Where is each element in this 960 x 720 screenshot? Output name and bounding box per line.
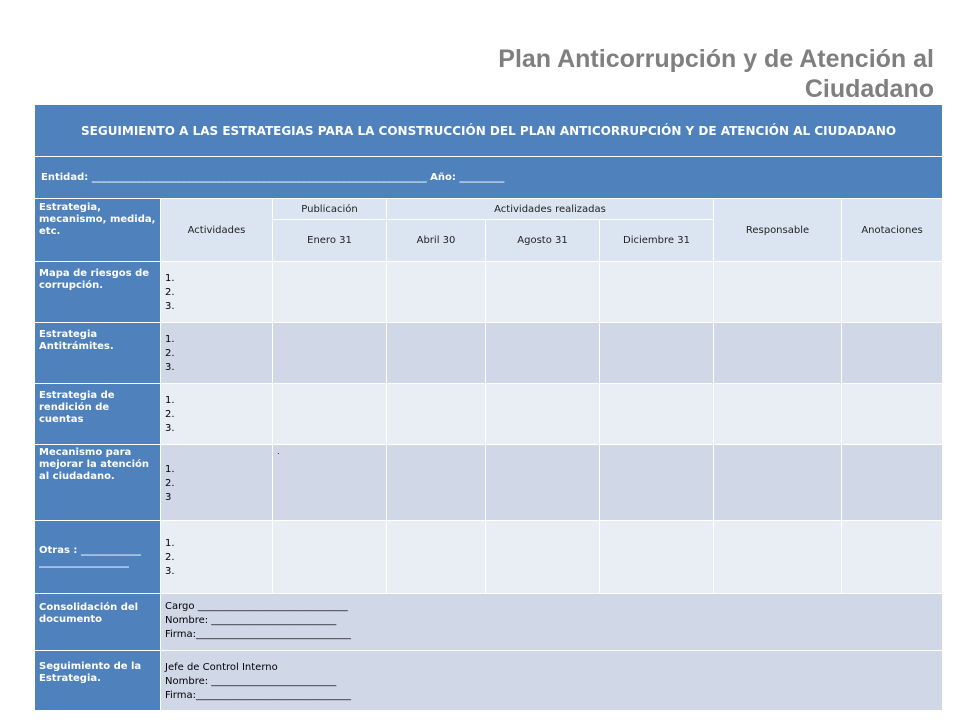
header-publicacion: Publicación — [273, 199, 387, 220]
cell-responsable[interactable] — [714, 262, 842, 323]
table-row — [35, 445, 943, 521]
cell-anotaciones[interactable] — [842, 262, 943, 323]
cell-abril[interactable] — [387, 384, 486, 445]
header-row-1 — [35, 199, 943, 220]
row-label-atencion-ciudadano: Mecanismo para mejorar la atención al ciudadano. — [35, 445, 161, 521]
row-label-mapa-riesgos: Mapa de riesgos de corrupción. — [35, 262, 161, 323]
seguimiento-signature-block[interactable] — [161, 651, 943, 711]
jefe-control-line: Jefe de Control Interno — [165, 662, 278, 673]
header-date-diciembre: Diciembre 31 — [600, 220, 714, 262]
header-actividades-realizadas: Actividades realizadas — [387, 199, 714, 220]
cell-agosto[interactable] — [486, 445, 600, 521]
list-item: 3. — [165, 566, 175, 577]
cell-agosto[interactable] — [486, 521, 600, 594]
list-item: 3 — [165, 491, 172, 503]
cell-enero[interactable] — [273, 521, 387, 594]
list-item: 1. — [165, 273, 175, 284]
table-row — [35, 262, 943, 323]
list-item: 2. — [165, 552, 175, 563]
list-item: 3. — [165, 301, 175, 312]
nombre-line[interactable]: Nombre: _________________________ — [165, 615, 337, 626]
header-anotaciones: Anotaciones — [842, 199, 943, 262]
header-date-agosto: Agosto 31 — [486, 220, 600, 262]
cell-mark: . — [277, 447, 280, 456]
seguimiento-row — [35, 651, 943, 711]
cell-enero[interactable] — [273, 323, 387, 384]
cell-diciembre[interactable] — [600, 262, 714, 323]
row-label-seguimiento: Seguimiento de la Estrategia. — [35, 651, 161, 711]
table-row — [35, 384, 943, 445]
table-row — [35, 521, 943, 594]
list-item: 3. — [165, 362, 175, 373]
list-item: 1. — [165, 395, 175, 406]
cell-responsable[interactable] — [714, 445, 842, 521]
cell-enero[interactable] — [273, 384, 387, 445]
activities-list[interactable] — [161, 384, 273, 445]
header-date-abril: Abril 30 — [387, 220, 486, 262]
cell-enero[interactable] — [273, 262, 387, 323]
list-item: 2. — [165, 477, 175, 489]
cell-responsable[interactable] — [714, 384, 842, 445]
activities-list[interactable] — [161, 262, 273, 323]
tracking-table-frame — [34, 104, 943, 720]
activities-list[interactable] — [161, 323, 273, 384]
cell-diciembre[interactable] — [600, 521, 714, 594]
cell-enero[interactable] — [273, 445, 387, 521]
cell-abril[interactable] — [387, 323, 486, 384]
cell-abril[interactable] — [387, 262, 486, 323]
cell-agosto[interactable] — [486, 323, 600, 384]
cell-diciembre[interactable] — [600, 445, 714, 521]
cell-anotaciones[interactable] — [842, 323, 943, 384]
slide-title: Plan Anticorrupción y de Atención al Ciudadano — [498, 45, 934, 103]
cell-agosto[interactable] — [486, 262, 600, 323]
row-label-consolidacion: Consolidación del documento — [35, 594, 161, 651]
entidad-field[interactable]: Entidad: ___________________________________________________________________ Año: _________ — [35, 157, 943, 199]
firma-line[interactable]: Firma:_______________________________ — [165, 690, 351, 701]
cell-abril[interactable] — [387, 445, 486, 521]
cell-anotaciones[interactable] — [842, 521, 943, 594]
list-item: 2. — [165, 287, 175, 298]
list-item: 2. — [165, 348, 175, 359]
header-estrategia: Estrategia, mecanismo, medida, etc. — [35, 199, 161, 262]
list-item: 2. — [165, 409, 175, 420]
list-item: 3. — [165, 423, 175, 434]
row-label-otras: Otras : ____________ __________________ — [35, 521, 161, 594]
activities-list[interactable] — [161, 521, 273, 594]
cell-responsable[interactable] — [714, 323, 842, 384]
list-item: 1. — [165, 538, 175, 549]
firma-line[interactable]: Firma:_______________________________ — [165, 629, 351, 640]
table-row — [35, 323, 943, 384]
table-banner: SEGUIMIENTO A LAS ESTRATEGIAS PARA LA CONSTRUCCIÓN DEL PLAN ANTICORRUPCIÓN Y DE ATENCIÓN AL CIUDADANO — [35, 105, 943, 157]
header-date-enero: Enero 31 — [273, 220, 387, 262]
activities-list[interactable] — [161, 445, 273, 521]
entidad-row — [35, 157, 943, 199]
row-label-antitramites: Estrategia Antitrámites. — [35, 323, 161, 384]
header-responsable: Responsable — [714, 199, 842, 262]
row-label-rendicion-cuentas: Estrategia de rendición de cuentas — [35, 384, 161, 445]
cell-diciembre[interactable] — [600, 384, 714, 445]
cell-responsable[interactable] — [714, 521, 842, 594]
consolidacion-signature-block[interactable] — [161, 594, 943, 651]
consolidacion-row — [35, 594, 943, 651]
banner-row — [35, 105, 943, 157]
cell-diciembre[interactable] — [600, 323, 714, 384]
cell-abril[interactable] — [387, 521, 486, 594]
cell-agosto[interactable] — [486, 384, 600, 445]
cell-anotaciones[interactable] — [842, 445, 943, 521]
cargo-line[interactable]: Cargo ______________________________ — [165, 601, 348, 612]
cell-anotaciones[interactable] — [842, 384, 943, 445]
tracking-table — [34, 104, 943, 711]
nombre-line[interactable]: Nombre: _________________________ — [165, 676, 337, 687]
header-actividades: Actividades — [161, 199, 273, 262]
list-item: 1. — [165, 334, 175, 345]
list-item: 1. — [165, 463, 175, 475]
